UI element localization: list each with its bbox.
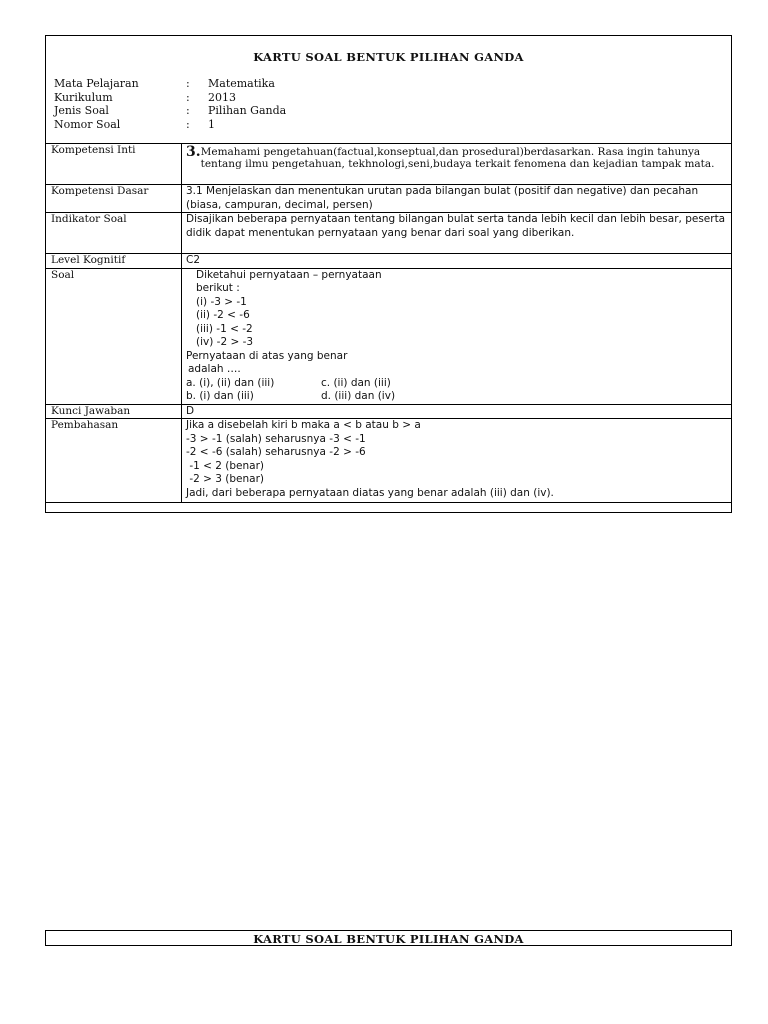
pembahasan-line: -1 < 2 (benar) — [186, 459, 265, 472]
soal-intro: Diketahui pernyataan – pernyataan — [196, 268, 382, 281]
row-kompetensi-dasar — [46, 185, 732, 213]
meta-label: Kurikulum — [54, 90, 113, 104]
meta-colon: : — [186, 90, 190, 104]
option-c: c. (ii) dan (iii) — [321, 376, 391, 389]
pembahasan-line: -2 > 3 (benar) — [186, 473, 265, 485]
meta-colon: : — [186, 104, 190, 117]
meta-value: 1 — [208, 117, 215, 131]
meta-value: 2013 — [208, 90, 236, 104]
soal-intro: berikut : — [196, 282, 240, 294]
row-value: D — [182, 404, 732, 419]
row-value: C2 — [182, 254, 732, 269]
soal-question: adalah …. — [188, 363, 241, 375]
meta-colon: : — [186, 77, 190, 90]
row-level-kognitif — [46, 254, 732, 269]
soal-options-row — [186, 377, 727, 391]
question-table — [45, 143, 732, 503]
row-value — [182, 268, 732, 404]
meta-label: Jenis Soal — [54, 104, 109, 117]
ki-number: 3. — [186, 144, 201, 160]
soal-statement: (ii) -2 < -6 — [196, 309, 250, 321]
meta-row-subject — [54, 77, 286, 91]
row-kunci-jawaban — [46, 404, 732, 419]
row-label: Kompetensi Dasar — [46, 185, 182, 213]
meta-label: Mata Pelajaran — [54, 77, 139, 90]
row-value: 3.1 Menjelaskan dan menentukan urutan pada bilangan bulat (positif dan negative) dan pecahan (biasa, campuran, decimal, persen) — [182, 185, 732, 213]
option-a: a. (i), (ii) dan (iii) — [186, 376, 275, 389]
row-value: Disajikan beberapa pernyataan tentang bilangan bulat serta tanda lebih kecil dan lebih besar, peserta didik dapat menentukan pernyataan yang benar dari soal yang diberikan. — [182, 213, 732, 254]
pembahasan-line: Jika a disebelah kiri b maka a < b atau b > a — [186, 419, 421, 431]
row-kompetensi-inti — [46, 144, 732, 185]
option-d: d. (iii) dan (iv) — [321, 390, 396, 402]
meta-value: Pilihan Ganda — [208, 104, 287, 117]
row-indikator-soal — [46, 213, 732, 254]
ki-text: Memahami pengetahuan(factual,konseptual,dan prosedural)berdasarkan. Rasa ingin tahunya tentang ilmu pengetahuan, tekhnologi,seni,budaya terkait fenomena dan kejadian tampak mata. — [200, 146, 715, 170]
row-value — [182, 419, 732, 503]
pembahasan-line: -3 > -1 (salah) seharusnya -3 < -1 — [186, 432, 366, 445]
row-soal — [46, 268, 732, 404]
row-label: Pembahasan — [46, 419, 182, 503]
meta-label: Nomor Soal — [54, 117, 121, 131]
meta-colon: : — [186, 117, 190, 131]
row-value — [182, 144, 732, 185]
option-b: b. (i) dan (iii) — [186, 390, 254, 402]
next-card-header — [45, 930, 732, 946]
footer-title: KARTU SOAL BENTUK PILIHAN GANDA — [253, 932, 524, 946]
question-card — [45, 35, 732, 513]
pembahasan-line: Jadi, dari beberapa pernyataan diatas yang benar adalah (iii) dan (iv). — [186, 486, 554, 499]
meta-row-question-number — [54, 118, 286, 132]
soal-statement: (iii) -1 < -2 — [196, 322, 253, 335]
row-label: Kompetensi Inti — [46, 144, 182, 185]
card-title: KARTU SOAL BENTUK PILIHAN GANDA — [253, 50, 524, 64]
row-pembahasan — [46, 419, 732, 503]
soal-statement: (i) -3 > -1 — [196, 295, 247, 308]
row-label: Level Kognitif — [46, 254, 182, 269]
meta-row-curriculum — [54, 91, 286, 105]
row-label: Soal — [46, 268, 182, 404]
card-meta — [54, 77, 286, 131]
meta-value: Matematika — [208, 77, 275, 90]
pembahasan-line: -2 < -6 (salah) seharusnya -2 > -6 — [186, 446, 366, 458]
meta-row-question-type — [54, 104, 286, 118]
soal-options-row — [186, 390, 727, 404]
soal-statement: (iv) -2 > -3 — [196, 336, 254, 348]
row-label: Indikator Soal — [46, 213, 182, 254]
row-label: Kunci Jawaban — [46, 404, 182, 419]
soal-question: Pernyataan di atas yang benar — [186, 349, 348, 362]
